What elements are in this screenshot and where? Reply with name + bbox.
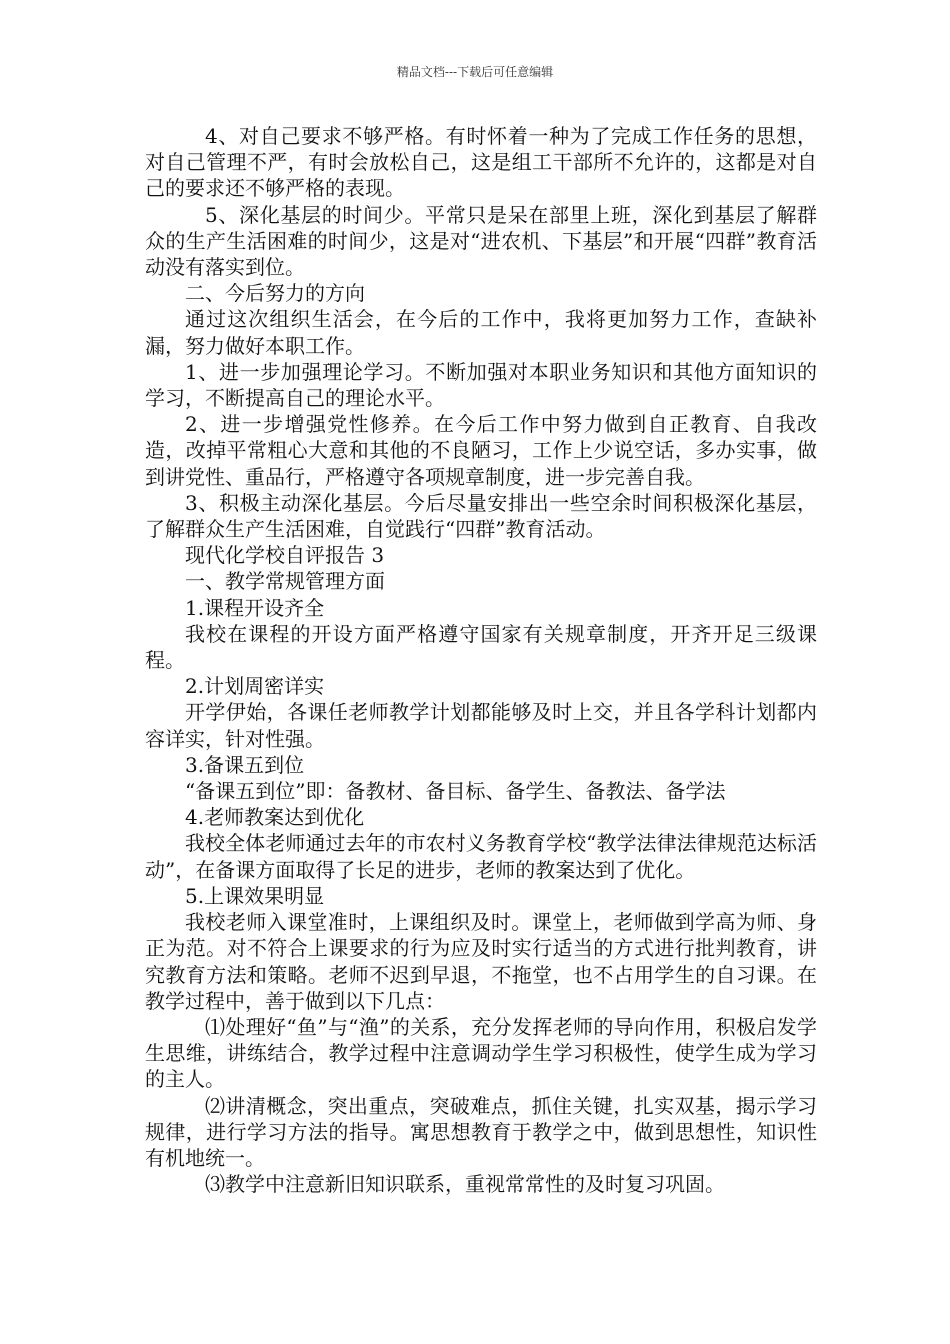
document-body [145, 123, 817, 1197]
paragraph: 3、积极主动深化基层。今后尽量安排出一些空余时间积极深化基层，了解群众生产生活困难，自觉践行“四群”教育活动。 [145, 490, 817, 542]
paragraph: 我校老师入课堂准时，上课组织及时。课堂上，老师做到学高为师、身正为范。对不符合上课要求的行为应及时实行适当的方式进行批判教育，讲究教育方法和策略。老师不迟到早退，不拖堂，也不占用学生的自习课。在教学过程中，善于做到以下几点： [145, 910, 817, 1013]
page-header: 精品文档---下载后可任意编辑 [396, 65, 554, 79]
list-item: ⑵讲清概念，突出重点，突破难点，抓住关键，扎实双基，揭示学习规律，进行学习方法的指导。寓思想教育于教学之中，做到思想性，知识性有机地统一。 [145, 1093, 817, 1170]
section-heading: 一、教学常规管理方面 [185, 569, 385, 594]
subsection-heading: 2.计划周密详实 [185, 674, 325, 699]
paragraph: 开学伊始，各课任老师教学计划都能够及时上交，并且各学科计划都内容详实，针对性强。 [145, 700, 817, 751]
list-item: ⑴处理好“鱼”与“渔”的关系，充分发挥老师的导向作用，积极启发学生思维，讲练结合，教学过程中注意调动学生学习积极性，使学生成为学习的主人。 [145, 1014, 817, 1092]
paragraph: 4、对自己要求不够严格。有时怀着一种为了完成工作任务的思想，对自己管理不严，有时会放松自己，这是组工干部所不允许的，这都是对自己的要求还不够严格的表现。 [145, 124, 817, 201]
paragraph: 1、进一步加强理论学习。不断加强对本职业务知识和其他方面知识的学习，不断提高自己的理论水平。 [145, 359, 817, 411]
subsection-heading: 1.课程开设齐全 [185, 595, 325, 620]
paragraph: 我校全体老师通过去年的市农村义务教育学校“教学法律法律规范达标活动”，在备课方面取得了长足的进步，老师的教案达到了优化。 [145, 831, 817, 882]
paragraph: “备课五到位”即：备教材、备目标、备学生、备教法、备学法 [185, 779, 726, 804]
paragraph: 通过这次组织生活会，在今后的工作中，我将更加努力工作，查缺补漏，努力做好本职工作。 [145, 307, 817, 358]
subsection-heading: 4.老师教案达到优化 [185, 805, 365, 830]
subsection-heading: 5.上课效果明显 [185, 883, 325, 908]
section-heading: 二、今后努力的方向 [185, 281, 365, 306]
paragraph: 我校在课程的开设方面严格遵守国家有关规章制度，开齐开足三级课程。 [145, 621, 817, 673]
document-title: 现代化学校自评报告 3 [185, 543, 385, 568]
list-item: ⑶教学中注意新旧知识联系，重视常常性的及时复习巩固。 [205, 1172, 725, 1197]
subsection-heading: 3.备课五到位 [185, 752, 305, 777]
paragraph: 2、进一步增强党性修养。在今后工作中努力做到自正教育、自我改造，改掉平常粗心大意和其他的不良陋习，工作上少说空话，多办实事，做到讲党性、重品行，严格遵守各项规章制度，进一步完善自我。 [145, 412, 817, 489]
paragraph: 5、深化基层的时间少。平常只是呆在部里上班，深化到基层了解群众的生产生活困难的时间少，这是对“进农机、下基层”和开展“四群”教育活动没有落实到位。 [145, 202, 817, 280]
